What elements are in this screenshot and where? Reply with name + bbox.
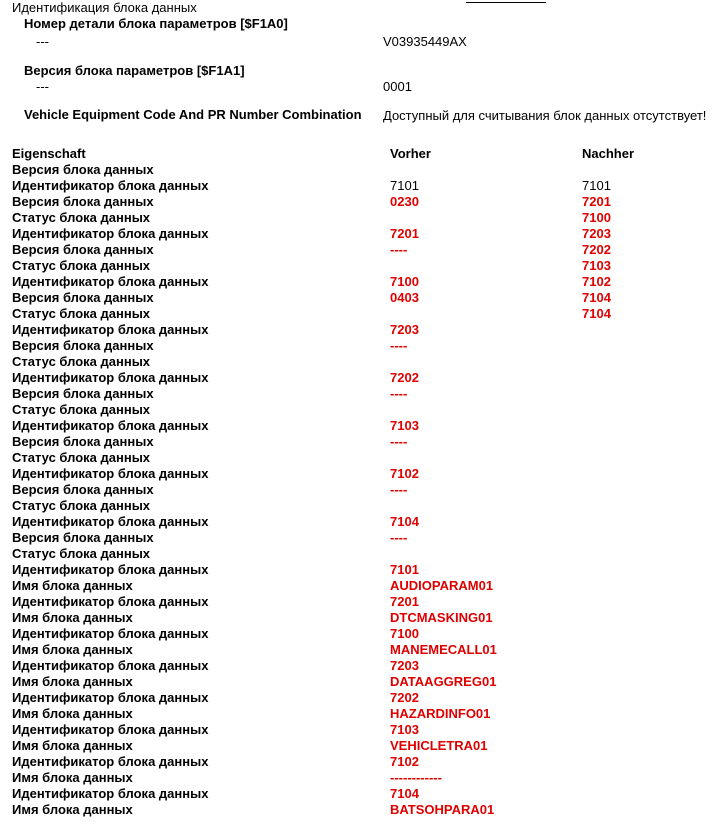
table-row-property: Идентификатор блока данных (12, 178, 209, 193)
table-row-nachher: 7104 (582, 306, 611, 321)
param-part-number-label: Номер детали блока параметров [$F1A0] (24, 16, 288, 31)
table-row-property: Имя блока данных (12, 610, 133, 625)
table-row-vorher: 7103 (390, 418, 419, 433)
table-row-vorher: 7202 (390, 690, 419, 705)
table-row-property: Идентификатор блока данных (12, 754, 209, 769)
table-row-property: Идентификатор блока данных (12, 274, 209, 289)
table-row-property: Версия блока данных (12, 338, 154, 353)
table-row-vorher: DTCMASKING01 (390, 610, 493, 625)
param-part-number-key: --- (36, 34, 49, 49)
table-row-vorher: 7104 (390, 514, 419, 529)
table-row-vorher: 7201 (390, 594, 419, 609)
table-row-nachher: 7203 (582, 226, 611, 241)
table-row-property: Идентификатор блока данных (12, 690, 209, 705)
table-row-vorher: 7104 (390, 786, 419, 801)
table-row-property: Версия блока данных (12, 434, 154, 449)
pr-combination-label: Vehicle Equipment Code And PR Number Combination (24, 107, 362, 122)
table-row-property: Версия блока данных (12, 386, 154, 401)
table-row-property: Версия блока данных (12, 242, 154, 257)
table-row-vorher: 7101 (390, 562, 419, 577)
table-row-nachher: 7202 (582, 242, 611, 257)
table-row-nachher: 7101 (582, 178, 611, 193)
table-row-property: Версия блока данных (12, 194, 154, 209)
table-row-vorher: ---- (390, 434, 408, 449)
table-row-vorher: ---- (390, 482, 408, 497)
table-row-vorher: DATAAGGREG01 (390, 674, 497, 689)
table-row-nachher: 7104 (582, 290, 611, 305)
table-row-property: Версия блока данных (12, 290, 154, 305)
table-row-property: Идентификатор блока данных (12, 562, 209, 577)
table-row-vorher: 7203 (390, 658, 419, 673)
param-version-value: 0001 (383, 79, 412, 94)
table-row-property: Имя блока данных (12, 674, 133, 689)
table-row-vorher: ---- (390, 530, 408, 545)
table-row-property: Статус блока данных (12, 498, 151, 513)
param-version-key: --- (36, 79, 49, 94)
table-row-vorher: 7101 (390, 178, 419, 193)
table-row-property: Статус блока данных (12, 210, 151, 225)
table-row-vorher: MANEMECALL01 (390, 642, 497, 657)
table-row-vorher: BATSOHPARA01 (390, 802, 495, 817)
table-row-property: Идентификатор блока данных (12, 786, 209, 801)
table-row-vorher: VEHICLETRA01 (390, 738, 488, 753)
table-row-property: Идентификатор блока данных (12, 370, 209, 385)
table-row-property: Имя блока данных (12, 706, 133, 721)
table-row-vorher: AUDIOPARAM01 (390, 578, 494, 593)
param-part-number-value: V03935449AX (383, 34, 467, 49)
table-row-vorher: ---- (390, 338, 408, 353)
table-row-property: Статус блока данных (12, 402, 151, 417)
col-header-vorher: Vorher (390, 146, 431, 161)
clipped-top-text (466, 0, 546, 3)
table-row-property: Статус блока данных (12, 546, 151, 561)
table-row-vorher: 0230 (390, 194, 419, 209)
table-row-property: Идентификатор блока данных (12, 514, 209, 529)
table-row-property: Идентификатор блока данных (12, 466, 209, 481)
section-title: Идентификация блока данных (12, 0, 197, 15)
table-row-nachher: 7100 (582, 210, 611, 225)
table-row-property: Идентификатор блока данных (12, 322, 209, 337)
table-row-property: Идентификатор блока данных (12, 658, 209, 673)
table-row-property: Имя блока данных (12, 770, 133, 785)
col-header-eigenschaft: Eigenschaft (12, 146, 86, 161)
param-version-label: Версия блока параметров [$F1A1] (24, 63, 245, 78)
table-row-vorher: 7102 (390, 754, 419, 769)
table-row-vorher: 7103 (390, 722, 419, 737)
table-row-vorher: 0403 (390, 290, 419, 305)
table-row-nachher: 7201 (582, 194, 611, 209)
table-row-property: Идентификатор блока данных (12, 594, 209, 609)
table-row-property: Имя блока данных (12, 802, 133, 817)
table-row-property: Статус блока данных (12, 306, 151, 321)
table-row-property: Идентификатор блока данных (12, 418, 209, 433)
table-row-vorher: 7201 (390, 226, 419, 241)
table-row-nachher: 7103 (582, 258, 611, 273)
table-row-property: Версия блока данных (12, 162, 154, 177)
table-row-vorher: ---- (390, 242, 408, 257)
table-row-property: Идентификатор блока данных (12, 626, 209, 641)
table-row-property: Статус блока данных (12, 258, 151, 273)
pr-combination-value: Доступный для считывания блок данных отсутствует! (383, 108, 707, 123)
table-row-property: Статус блока данных (12, 450, 151, 465)
table-row-property: Версия блока данных (12, 482, 154, 497)
table-row-vorher: ------------ (390, 770, 442, 785)
table-row-nachher: 7102 (582, 274, 611, 289)
table-row-property: Имя блока данных (12, 642, 133, 657)
table-row-property: Идентификатор блока данных (12, 722, 209, 737)
table-row-property: Статус блока данных (12, 354, 151, 369)
table-row-property: Имя блока данных (12, 578, 133, 593)
table-row-vorher: 7100 (390, 626, 419, 641)
table-row-property: Имя блока данных (12, 738, 133, 753)
col-header-nachher: Nachher (582, 146, 635, 161)
table-row-vorher: HAZARDINFO01 (390, 706, 491, 721)
table-row-vorher: 7100 (390, 274, 419, 289)
table-row-vorher: 7203 (390, 322, 419, 337)
table-row-property: Версия блока данных (12, 530, 154, 545)
table-row-vorher: ---- (390, 386, 408, 401)
table-row-vorher: 7202 (390, 370, 419, 385)
table-row-property: Идентификатор блока данных (12, 226, 209, 241)
table-row-vorher: 7102 (390, 466, 419, 481)
